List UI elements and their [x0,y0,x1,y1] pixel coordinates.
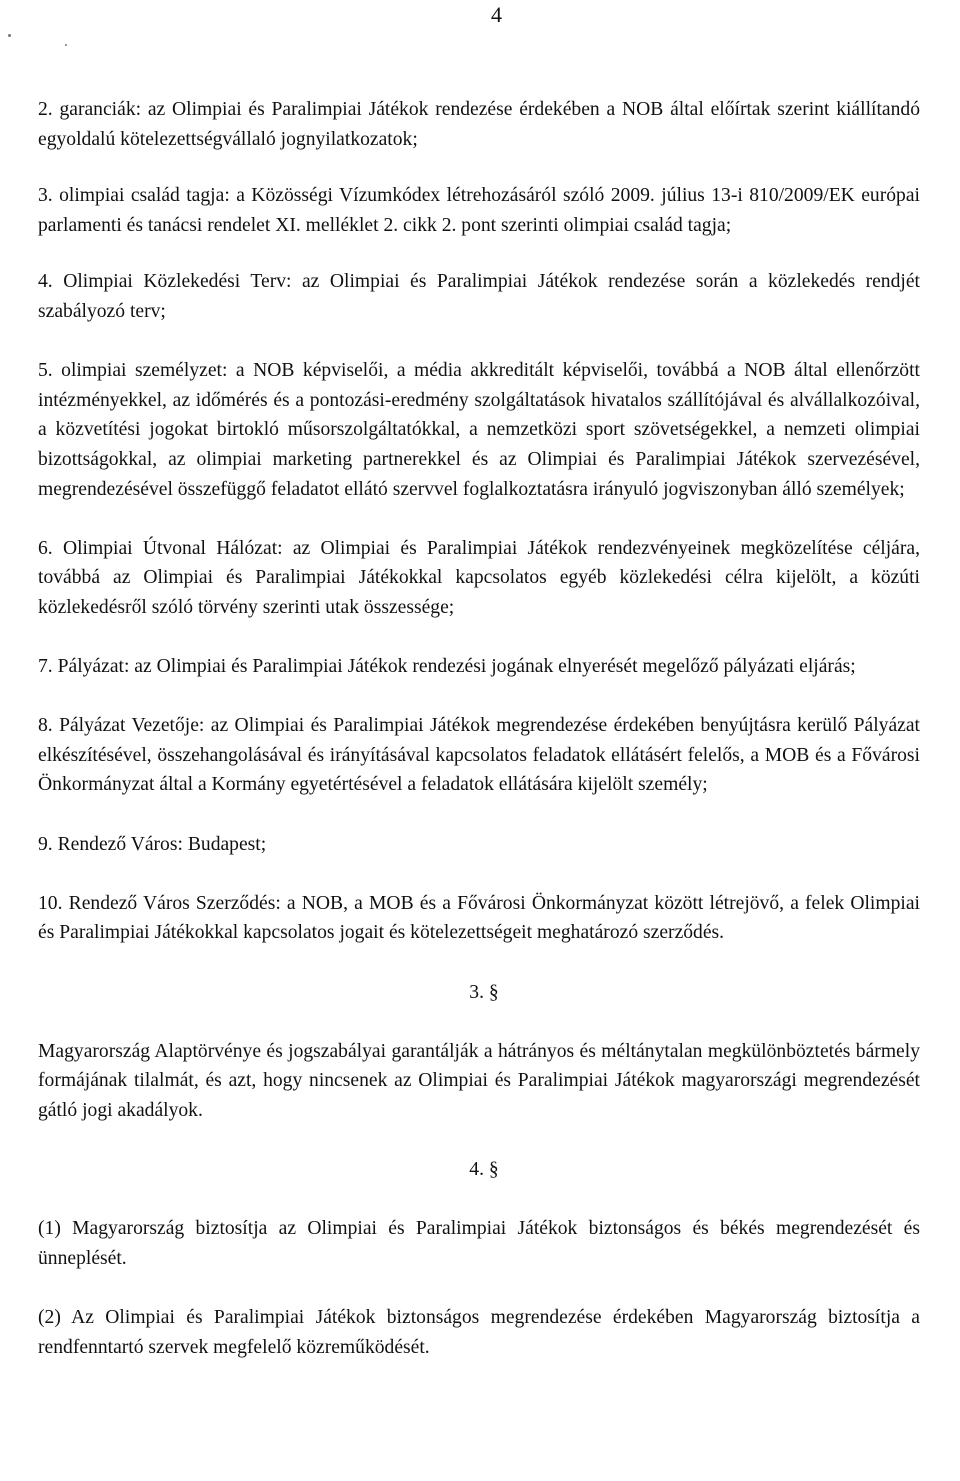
definition-item-4: 4. Olimpiai Közlekedési Terv: az Olimpiai és Paralimpiai Játékok rendezése során a közlekedés rendjét szabályozó terv; [38,271,920,322]
scan-speck [8,34,11,37]
definition-item-5: 5. olimpiai személyzet: a NOB képviselői, a média akkreditált képviselői, továbbá a NOB által ellenőrzött intézményekkel, az időmérés és a pontozási-eredmény szolgáltatások hivatalos szállítójával és alvállalkozóival, a közvetítési jogokat birtokló műsorszolgáltatókkal, a nemzetközi sport szövetségekkel, a nemzeti olimpiai bizottságokkal, az olimpiai marketing partnerekkel és az Olimpiai és Paralimpiai Játékok szervezésével, megrendezésével összefüggő feladatot ellátó szervvel foglalkoztatásra irányuló jogviszonyban álló személyek; [38,360,920,500]
document-body [38,95,920,1362]
scan-speck [65,44,67,46]
section-3-paragraph: Magyarország Alaptörvénye és jogszabályai garantálják a hátrányos és méltánytalan megkülönböztetés bármely formájának tilalmát, és azt, hogy nincsenek az Olimpiai és Paralimpiai Játékok magyarországi megrendezését gátló jogi akadályok. [38,1040,920,1121]
definition-item-9: 9. Rendező Város: Budapest; [38,833,267,855]
definition-item-10: 10. Rendező Város Szerződés: a NOB, a MOB és a Fővárosi Önkormányzat között létrejövő, a felek Olimpiai és Paralimpiai Játékokkal kapcsolatos jogait és kötelezettségeit meghatározó szerződés. [38,892,920,944]
section-4-paragraph-1: (1) Magyarország biztosítja az Olimpiai és Paralimpiai Játékok biztonságos és békés megrendezését és ünneplését. [38,1218,920,1269]
definition-item-3: 3. olimpiai család tagja: a Közösségi Vízumkódex létrehozásáról szóló 2009. július 13-i 810/2009/EK európai parlamenti és tanácsi rendelet XI. melléklet 2. cikk 2. pont szerinti olimpiai család tagja; [38,185,920,236]
section-4-paragraph-2: (2) Az Olimpiai és Paralimpiai Játékok biztonságos megrendezése érdekében Magyarország biztosítja a rendfenntartó szervek megfelelő közreműködését. [38,1307,920,1358]
section-heading-3: 3. § [469,981,499,1003]
definition-item-2: 2. garanciák: az Olimpiai és Paralimpiai Játékok rendezése érdekében a NOB által előírtak szerint kiállítandó egyoldalú kötelezettségvállaló jognyilatkozatok; [38,99,920,150]
definition-item-6: 6. Olimpiai Útvonal Hálózat: az Olimpiai és Paralimpiai Játékok rendezvényeinek megközelítése céljára, továbbá az Olimpiai és Paralimpiai Játékokkal kapcsolatos egyéb közlekedési célra kijelölt, a közúti közlekedésről szóló törvény szerinti utak összessége; [38,537,920,618]
definition-item-7: 7. Pályázat: az Olimpiai és Paralimpiai Játékok rendezési jogának elnyerését megelőző pályázati eljárás; [38,656,856,678]
definition-item-8: 8. Pályázat Vezetője: az Olimpiai és Paralimpiai Játékok megrendezése érdekében benyújtásra kerülő Pályázat elkészítésével, összehangolásával és irányításával kapcsolatos feladatok ellátásért felelős, a MOB és a Fővárosi Önkormányzat által a Kormány egyetértésével a feladatok ellátására kijelölt személy; [38,715,920,796]
section-heading-4: 4. § [469,1159,499,1181]
page-number: 4 [491,2,502,27]
